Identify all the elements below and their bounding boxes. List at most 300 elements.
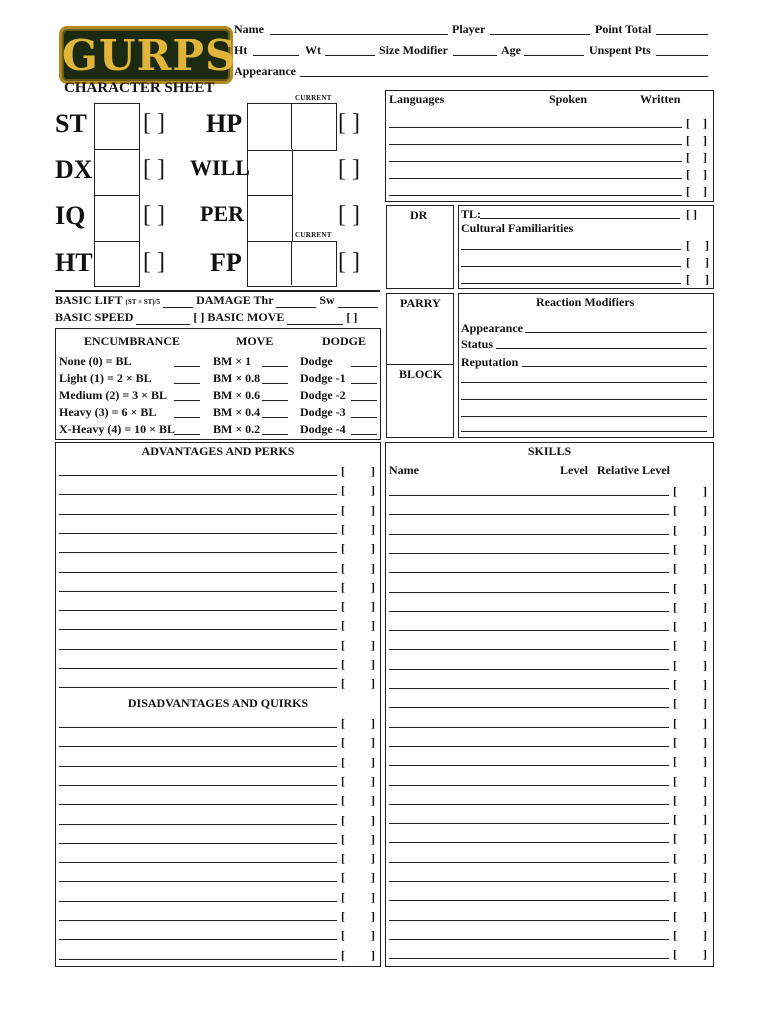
parry-label: PARRY <box>400 296 441 310</box>
bracket-close: ] <box>371 793 375 808</box>
basic-move-field[interactable] <box>287 314 343 325</box>
skill-row-line[interactable] <box>389 553 669 554</box>
bracket-open: [ <box>673 734 677 749</box>
skill-row-line[interactable] <box>389 572 669 573</box>
fp-cost-field[interactable]: [ ] <box>338 249 360 275</box>
bracket-open: [ <box>341 947 345 962</box>
encumbrance-move-field[interactable] <box>262 434 288 435</box>
bracket-close: ] <box>703 184 707 198</box>
bracket-close: ] <box>371 541 375 556</box>
advantage-row-line[interactable] <box>59 552 337 553</box>
skill-row-line[interactable] <box>389 920 669 921</box>
reaction-status-field[interactable] <box>496 348 707 349</box>
fp-value-field[interactable] <box>248 242 290 284</box>
advantage-row[interactable] <box>59 479 377 498</box>
size-modifier-label: Size Modifier <box>379 43 448 57</box>
bracket-open: [ <box>673 812 677 827</box>
encumbrance-weight-field[interactable] <box>174 434 200 435</box>
language-row-line[interactable] <box>389 144 682 145</box>
bracket-open: [ <box>341 754 345 769</box>
skill-row[interactable] <box>389 673 711 692</box>
bracket-open: [ <box>686 184 690 198</box>
skill-row-line[interactable] <box>389 707 669 708</box>
encumbrance-level-label: X-Heavy (4) = 10 × BL <box>59 422 175 436</box>
unspent-pts-label: Unspent Pts <box>589 43 651 57</box>
advantage-row-line[interactable] <box>59 649 337 650</box>
skill-row-line[interactable] <box>389 669 669 670</box>
disadvantage-row-line[interactable] <box>59 881 337 882</box>
tl-cost-field[interactable]: [ ] <box>686 207 697 221</box>
bracket-open: [ <box>686 238 690 252</box>
skill-row-line[interactable] <box>389 881 669 882</box>
skill-row[interactable] <box>389 538 711 557</box>
advantage-row-line[interactable] <box>59 668 337 669</box>
bracket-open: [ <box>341 889 345 904</box>
spoken-header: Spoken <box>549 92 588 106</box>
skill-row[interactable] <box>389 924 711 943</box>
weight-field[interactable] <box>325 55 375 56</box>
hp-value-field[interactable] <box>248 104 290 148</box>
advantage-row[interactable] <box>59 557 377 576</box>
bracket-close: ] <box>703 773 707 788</box>
advantage-row[interactable] <box>59 653 377 672</box>
parry-field[interactable] <box>387 312 451 362</box>
skill-row[interactable] <box>389 885 711 904</box>
cultural-familiarity-row-line[interactable] <box>461 266 681 267</box>
disadvantage-row[interactable] <box>59 847 377 866</box>
basic-speed-cost-field[interactable]: [ ] <box>193 310 205 324</box>
bracket-close: ] <box>371 735 375 750</box>
reaction-appearance-field[interactable] <box>525 332 707 333</box>
encumbrance-dodge-label: Dodge -3 <box>300 405 346 419</box>
hp-current-label: CURRENT <box>295 94 332 102</box>
reaction-reputation-label: Reputation <box>461 355 519 369</box>
reaction-extra-field[interactable] <box>461 431 707 432</box>
advantage-row[interactable] <box>59 460 377 479</box>
advantage-row[interactable] <box>59 576 377 595</box>
hp-label: HP <box>206 109 243 138</box>
advantage-row-line[interactable] <box>59 514 337 515</box>
will-label: WILL <box>190 155 250 180</box>
advantage-row-line[interactable] <box>59 572 337 573</box>
advantage-row-line[interactable] <box>59 533 337 534</box>
reaction-appearance-label: Appearance <box>461 321 523 335</box>
skill-row-line[interactable] <box>389 727 669 728</box>
encumbrance-move-field[interactable] <box>262 400 288 401</box>
fp-current-label: CURRENT <box>295 231 332 239</box>
skill-row-line[interactable] <box>389 765 669 766</box>
block-label: BLOCK <box>399 367 443 381</box>
bracket-open: [ <box>341 773 345 788</box>
disadvantage-row[interactable] <box>59 751 377 770</box>
bracket-close: ] <box>705 272 709 286</box>
disadvantage-row-line[interactable] <box>59 727 337 728</box>
skill-row-line[interactable] <box>389 862 669 863</box>
advantage-row[interactable] <box>59 499 377 518</box>
appearance-label: Appearance <box>234 64 296 78</box>
bracket-open: [ <box>686 272 690 286</box>
skill-row-line[interactable] <box>389 842 669 843</box>
disadvantage-row[interactable] <box>59 866 377 885</box>
basic-move-cost-field[interactable]: [ ] <box>346 310 358 324</box>
per-cost-field[interactable]: [ ] <box>338 202 360 228</box>
disadvantage-row-line[interactable] <box>59 843 337 844</box>
point-total-field[interactable] <box>656 34 708 35</box>
encumbrance-weight-field[interactable] <box>174 400 200 401</box>
bracket-close: ] <box>703 619 707 634</box>
bracket-open: [ <box>341 676 345 691</box>
fp-current-field[interactable] <box>292 242 334 284</box>
bracket-close: ] <box>371 851 375 866</box>
skill-row[interactable] <box>389 847 711 866</box>
encumbrance-move-label: BM × 0.8 <box>213 371 261 385</box>
bracket-close: ] <box>703 696 707 711</box>
age-field[interactable] <box>524 55 584 56</box>
ht-cost-field[interactable]: [ ] <box>143 249 165 275</box>
disadvantage-row[interactable] <box>59 731 377 750</box>
advantage-row[interactable] <box>59 614 377 633</box>
bracket-open: [ <box>341 812 345 827</box>
skill-row-line[interactable] <box>389 900 669 901</box>
language-row-line[interactable] <box>389 195 682 196</box>
unspent-pts-field[interactable] <box>656 55 708 56</box>
bracket-close: ] <box>703 754 707 769</box>
iq-cost-field[interactable]: [ ] <box>143 202 165 228</box>
skill-row[interactable] <box>389 943 711 962</box>
bracket-close: ] <box>371 579 375 594</box>
skill-row[interactable] <box>389 634 711 653</box>
advantage-row-line[interactable] <box>59 475 337 476</box>
disadvantage-row-line[interactable] <box>59 766 337 767</box>
skill-row[interactable] <box>389 577 711 596</box>
bracket-open: [ <box>341 716 345 730</box>
encumbrance-move-field[interactable] <box>262 366 288 367</box>
skill-row-line[interactable] <box>389 785 669 786</box>
iq-label: IQ <box>55 201 86 230</box>
bracket-open: [ <box>341 870 345 885</box>
skill-row[interactable] <box>389 827 711 846</box>
bracket-open: [ <box>673 908 677 923</box>
bracket-open: [ <box>341 735 345 750</box>
advantages-title: ADVANTAGES AND PERKS <box>141 444 295 458</box>
bracket-close: ] <box>371 502 375 517</box>
basic-speed-field[interactable] <box>136 314 190 325</box>
encumbrance-level-label: Heavy (3) = 6 × BL <box>59 405 157 419</box>
bracket-open: [ <box>673 599 677 614</box>
advantage-row[interactable] <box>59 672 377 691</box>
name-field[interactable] <box>270 34 448 35</box>
dx-label: DX <box>55 155 93 184</box>
disadvantage-row[interactable] <box>59 944 377 963</box>
advantage-row[interactable] <box>59 518 377 537</box>
bracket-open: [ <box>686 133 690 147</box>
skill-row[interactable] <box>389 654 711 673</box>
encumbrance-move-field[interactable] <box>262 383 288 384</box>
bracket-open: [ <box>673 619 677 634</box>
encumbrance-move-label: BM × 1 <box>213 354 252 368</box>
bracket-close: ] <box>703 150 707 164</box>
bracket-close: ] <box>371 483 375 498</box>
per-value-field[interactable] <box>248 196 290 240</box>
ht-value-field[interactable] <box>95 242 138 284</box>
skill-row-line[interactable] <box>389 823 669 824</box>
bracket-open: [ <box>673 754 677 769</box>
advantage-row[interactable] <box>59 537 377 556</box>
encumbrance-move-label: BM × 0.2 <box>213 422 261 436</box>
encumbrance-dodge-field[interactable] <box>351 434 377 435</box>
skill-row[interactable] <box>389 480 711 499</box>
skill-row[interactable] <box>389 519 711 538</box>
bracket-close: ] <box>703 638 707 653</box>
language-row-line[interactable] <box>389 161 682 162</box>
bracket-close: ] <box>703 167 707 181</box>
hp-current-field[interactable] <box>292 104 334 148</box>
bracket-open: [ <box>673 522 677 537</box>
bracket-open: [ <box>673 503 677 518</box>
bracket-open: [ <box>341 502 345 517</box>
encumbrance-move-field[interactable] <box>262 417 288 418</box>
bracket-close: ] <box>703 792 707 807</box>
advantage-row-line[interactable] <box>59 629 337 630</box>
skill-row[interactable] <box>389 770 711 789</box>
bracket-open: [ <box>673 831 677 846</box>
skill-row[interactable] <box>389 596 711 615</box>
advantage-row-line[interactable] <box>59 494 337 495</box>
appearance-field[interactable] <box>300 76 708 77</box>
st-value-field[interactable] <box>95 104 138 148</box>
disadvantage-row[interactable] <box>59 770 377 789</box>
bracket-open: [ <box>341 521 345 536</box>
encumbrance-weight-field[interactable] <box>174 366 200 367</box>
bracket-close: ] <box>371 464 375 478</box>
skill-row-line[interactable] <box>389 958 669 959</box>
sheet-title: CHARACTER SHEET <box>64 80 215 96</box>
encumbrance-move-label: BM × 0.4 <box>213 405 261 419</box>
bracket-close: ] <box>371 637 375 652</box>
disadvantage-row-line[interactable] <box>59 901 337 902</box>
advantage-row[interactable] <box>59 634 377 653</box>
skills-level-header: Level <box>560 463 588 477</box>
bracket-close: ] <box>371 716 375 730</box>
skill-row[interactable] <box>389 866 711 885</box>
st-cost-field[interactable]: [ ] <box>143 110 165 136</box>
encumbrance-dodge-label: Dodge -1 <box>300 371 346 385</box>
cultural-familiarity-row-line[interactable] <box>461 249 681 250</box>
disadvantage-row[interactable] <box>59 809 377 828</box>
reaction-extra-field[interactable] <box>461 416 707 417</box>
skills-name-header: Name <box>389 463 419 477</box>
bracket-close: ] <box>703 831 707 846</box>
skill-row[interactable] <box>389 808 711 827</box>
player-label: Player <box>452 22 486 36</box>
iq-value-field[interactable] <box>95 196 138 240</box>
encumbrance-dodge-field[interactable] <box>351 400 377 401</box>
cultural-familiarity-row-line[interactable] <box>461 283 681 284</box>
skill-row[interactable] <box>389 615 711 634</box>
skill-row-line[interactable] <box>389 495 669 496</box>
languages-title: Languages <box>389 92 445 106</box>
bracket-open: [ <box>686 167 690 181</box>
skills-relative-header: Relative Level <box>597 463 670 477</box>
bracket-close: ] <box>703 133 707 147</box>
language-row[interactable] <box>389 180 711 199</box>
basic-lift-field[interactable] <box>163 297 193 308</box>
bracket-open: [ <box>341 831 345 846</box>
bracket-open: [ <box>673 792 677 807</box>
advantage-row-line[interactable] <box>59 591 337 592</box>
disadvantage-row-line[interactable] <box>59 959 337 960</box>
encumbrance-level-label: None (0) = BL <box>59 354 132 368</box>
bracket-open: [ <box>673 889 677 904</box>
wt-label: Wt <box>305 43 321 57</box>
language-row-line[interactable] <box>389 127 682 128</box>
bracket-close: ] <box>703 657 707 672</box>
will-value-field[interactable] <box>248 150 290 194</box>
skill-row-line[interactable] <box>389 611 669 612</box>
bracket-close: ] <box>371 618 375 633</box>
disadvantage-row-line[interactable] <box>59 804 337 805</box>
disadvantage-row[interactable] <box>59 828 377 847</box>
st-label: ST <box>55 109 87 138</box>
skill-row-line[interactable] <box>389 746 669 747</box>
bracket-open: [ <box>673 580 677 595</box>
bracket-open: [ <box>686 116 690 130</box>
skill-row[interactable] <box>389 557 711 576</box>
bracket-close: ] <box>371 657 375 671</box>
tl-field[interactable] <box>480 218 680 219</box>
skill-row-line[interactable] <box>389 592 669 593</box>
skill-row[interactable] <box>389 905 711 924</box>
dr-label: DR <box>410 208 428 222</box>
bracket-open: [ <box>673 927 677 942</box>
bracket-close: ] <box>703 734 707 749</box>
thrust-field[interactable] <box>276 297 316 308</box>
bracket-close: ] <box>371 560 375 575</box>
encumbrance-level-label: Medium (2) = 3 × BL <box>59 388 168 402</box>
disadvantage-row-line[interactable] <box>59 785 337 786</box>
size-modifier-field[interactable] <box>453 55 497 56</box>
bracket-close: ] <box>371 676 375 691</box>
skill-row[interactable] <box>389 692 711 711</box>
hp-cost-field[interactable]: [ ] <box>338 110 360 136</box>
skill-row-line[interactable] <box>389 649 669 650</box>
skill-row-line[interactable] <box>389 939 669 940</box>
disadvantage-row[interactable] <box>59 712 377 731</box>
disadvantage-row-line[interactable] <box>59 862 337 863</box>
advantage-row-line[interactable] <box>59 610 337 611</box>
encumbrance-weight-field[interactable] <box>174 417 200 418</box>
written-header: Written <box>640 92 681 106</box>
disadvantage-row[interactable] <box>59 886 377 905</box>
reaction-reputation-field[interactable] <box>522 366 707 367</box>
bracket-open: [ <box>673 657 677 672</box>
bracket-open: [ <box>673 715 677 730</box>
bracket-open: [ <box>341 599 345 614</box>
encumbrance-dodge-field[interactable] <box>351 366 377 367</box>
skill-row[interactable] <box>389 731 711 750</box>
reaction-extra-field[interactable] <box>461 382 707 383</box>
skills-title: SKILLS <box>527 444 572 458</box>
encumbrance-dodge-label: Dodge -4 <box>300 422 346 436</box>
bracket-close: ] <box>703 947 707 962</box>
encumbrance-move-label: BM × 0.6 <box>213 388 261 402</box>
encumbrance-dodge-label: Dodge <box>300 354 333 368</box>
fp-label: FP <box>210 248 242 277</box>
cultural-familiarity-row[interactable] <box>461 268 711 287</box>
language-row-line[interactable] <box>389 178 682 179</box>
bracket-open: [ <box>673 696 677 711</box>
bracket-open: [ <box>341 464 345 478</box>
encumbrance-weight-field[interactable] <box>174 383 200 384</box>
bracket-close: ] <box>371 889 375 904</box>
bracket-open: [ <box>341 928 345 943</box>
reaction-status-label: Status <box>461 337 494 351</box>
disadvantage-row[interactable] <box>59 905 377 924</box>
bracket-close: ] <box>703 927 707 942</box>
bracket-open: [ <box>341 618 345 633</box>
disadvantage-row[interactable] <box>59 924 377 943</box>
bracket-close: ] <box>703 541 707 556</box>
skill-row[interactable] <box>389 499 711 518</box>
bracket-close: ] <box>703 850 707 865</box>
bracket-open: [ <box>341 560 345 575</box>
dx-cost-field[interactable]: [ ] <box>143 156 165 182</box>
bracket-open: [ <box>341 909 345 923</box>
skill-row-line[interactable] <box>389 534 669 535</box>
disadvantage-row[interactable] <box>59 789 377 808</box>
encumbrance-dodge-field[interactable] <box>351 417 377 418</box>
player-field[interactable] <box>490 34 590 35</box>
skill-row-line[interactable] <box>389 804 669 805</box>
bracket-close: ] <box>703 870 707 884</box>
move-header: MOVE <box>236 334 274 348</box>
advantage-row[interactable] <box>59 595 377 614</box>
encumbrance-dodge-label: Dodge -2 <box>300 388 346 402</box>
disadvantage-row-line[interactable] <box>59 824 337 825</box>
bracket-close: ] <box>703 908 707 923</box>
gurps-logo: GURPS <box>59 26 233 84</box>
will-cost-field[interactable]: [ ] <box>338 156 360 182</box>
skill-row[interactable] <box>389 712 711 731</box>
skill-row[interactable] <box>389 789 711 808</box>
bracket-open: [ <box>341 851 345 866</box>
encumbrance-dodge-field[interactable] <box>351 383 377 384</box>
disadvantage-row-line[interactable] <box>59 920 337 921</box>
disadvantage-row-line[interactable] <box>59 746 337 747</box>
bracket-close: ] <box>703 580 707 595</box>
bracket-open: [ <box>673 870 677 884</box>
bracket-close: ] <box>371 928 375 943</box>
disadvantage-row-line[interactable] <box>59 939 337 940</box>
skill-row-line[interactable] <box>389 688 669 689</box>
reaction-extra-field[interactable] <box>461 399 707 400</box>
bracket-close: ] <box>371 754 375 769</box>
skill-row[interactable] <box>389 750 711 769</box>
dx-value-field[interactable] <box>95 150 138 194</box>
advantage-row-line[interactable] <box>59 687 337 688</box>
point-total-label: Point Total <box>595 22 652 36</box>
skill-row-line[interactable] <box>389 630 669 631</box>
skill-row-line[interactable] <box>389 514 669 515</box>
bracket-close: ] <box>371 870 375 885</box>
ht-label: Ht <box>234 43 248 57</box>
swing-field[interactable] <box>338 297 378 308</box>
bracket-open: [ <box>673 677 677 691</box>
height-field[interactable] <box>253 55 299 56</box>
bracket-open: [ <box>341 637 345 652</box>
bracket-close: ] <box>371 947 375 962</box>
block-field[interactable] <box>387 383 451 433</box>
